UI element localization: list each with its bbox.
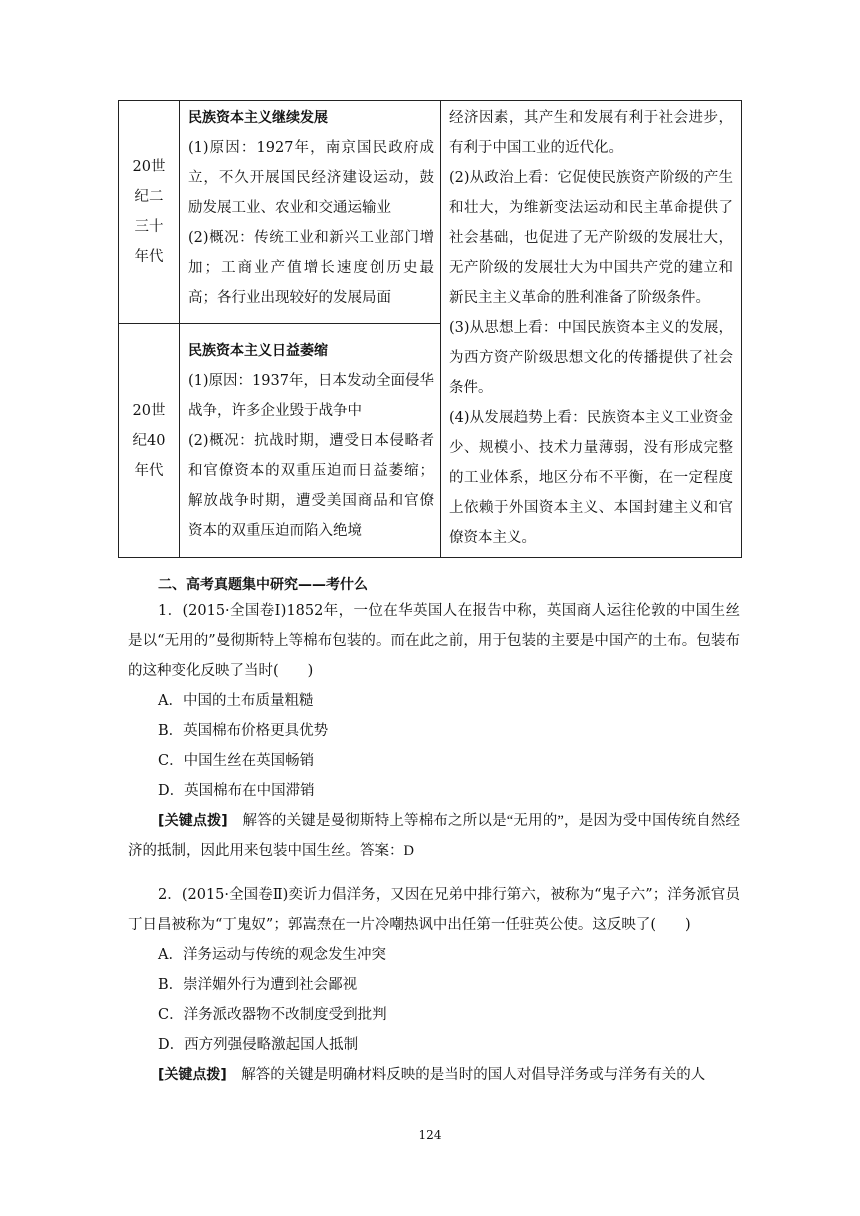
- option-a: A．洋务运动与传统的观念发生冲突: [158, 947, 386, 963]
- page-number: 124: [418, 1128, 442, 1142]
- evaluation-text: 经济因素，其产生和发展有利于社会进步，有利于中国工业的近代化。: [449, 110, 733, 156]
- question-stem: 2．(2015·全国卷Ⅱ)奕䜣力倡洋务，又因在兄弟中排行第六，被称为“鬼子六”；洋务派官员丁日昌被称为“丁鬼奴”；郭嵩焘在一片冷嘲热讽中出任第一任驻英公使。这反映了( ): [128, 887, 740, 933]
- evaluation-text: (3)从思想上看：中国民族资本主义的发展，为西方资产阶级思想文化的传播提供了社会条件。: [449, 320, 733, 396]
- era-line: 三十: [134, 219, 164, 236]
- development-cell: [180, 101, 441, 324]
- key-hint: [128, 1060, 740, 1090]
- option-b: B．英国棉布价格更具优势: [158, 723, 329, 739]
- key-hint: [128, 806, 740, 866]
- section-title: 二、高考真题集中研究——考什么: [158, 577, 368, 593]
- question-block: [128, 880, 740, 1090]
- question-block: [128, 596, 740, 866]
- cause-text: (1)原因：1937年，日本发动全面侵华战争，许多企业毁于战争中: [188, 373, 434, 420]
- option-c: C．洋务派改器物不改制度受到批判: [158, 1007, 387, 1023]
- era-line: 纪二: [134, 189, 164, 206]
- development-cell: [180, 324, 441, 558]
- cause-text: (1)原因：1927年，南京国民政府成立，不久开展国民经济建设运动，鼓励发展工业、农业和交通运输业: [188, 140, 434, 216]
- era-line: 20世: [132, 159, 166, 176]
- evaluation-cell: [441, 101, 742, 558]
- evaluation-text: (4)从发展趋势上看：民族资本主义工业资金少、规模小、技术力量薄弱，没有形成完整的工业体系，地区分布不平衡，在一定程度上依赖于外国资本主义、本国封建主义和官僚资本主义。: [449, 410, 733, 546]
- option-c: C．中国生丝在英国畅销: [158, 753, 315, 769]
- overview-text: (2)概况：抗战时期，遭受日本侵略者和官僚资本的双重压迫而日益萎缩；解放战争时期，遭受美国商品和官僚资本的双重压迫而陷入绝境: [188, 433, 434, 540]
- table-row: [119, 101, 742, 324]
- row-heading: 民族资本主义继续发展: [188, 110, 328, 126]
- option-a: A．中国的土布质量粗糙: [158, 693, 314, 709]
- row-heading: 民族资本主义日益萎缩: [188, 343, 328, 360]
- overview-text: (2)概况：传统工业和新兴工业部门增加；工商业产值增长速度创历史最高；各行业出现较好的发展局面: [188, 230, 434, 306]
- era-cell: [119, 101, 180, 324]
- evaluation-text: (2)从政治上看：它促使民族资产阶级的产生和壮大，为维新变法运动和民主革命提供了社会基础，也促进了无产阶级的发展壮大，无产阶级的发展壮大为中国共产党的建立和新民主主义革命的胜利准备了阶级条件。: [449, 170, 733, 306]
- key-hint-label: [关键点拨]: [158, 1067, 227, 1083]
- comparison-table: [118, 100, 742, 558]
- option-d: D．西方列强侵略激起国人抵制: [158, 1037, 359, 1053]
- option-d: D．英国棉布在中国滞销: [158, 783, 315, 799]
- era-line: 20世: [132, 402, 166, 419]
- era-line: 年代: [134, 249, 164, 266]
- key-hint-text: 解答的关键是曼彻斯特上等棉布之所以是“无用的”，是因为受中国传统自然经济的抵制，因此用来包装中国生丝。答案：D: [128, 813, 741, 859]
- question-stem: 1．(2015·全国卷Ⅰ)1852年，一位在华英国人在报告中称，英国商人运往伦敦的中国生丝是以“无用的”曼彻斯特上等棉布包装的。而在此之前，用于包装的主要是中国产的土布。包装布的这种变化反映了当时( ): [128, 603, 740, 679]
- era-line: 年代: [134, 462, 164, 479]
- era-cell: [119, 324, 180, 558]
- key-hint-text: 解答的关键是明确材料反映的是当时的国人对倡导洋务或与洋务有关的人: [226, 1067, 706, 1083]
- option-b: B．崇洋媚外行为遭到社会鄙视: [158, 977, 358, 993]
- key-hint-label: [关键点拨]: [158, 813, 228, 829]
- era-line: 纪40: [132, 432, 166, 449]
